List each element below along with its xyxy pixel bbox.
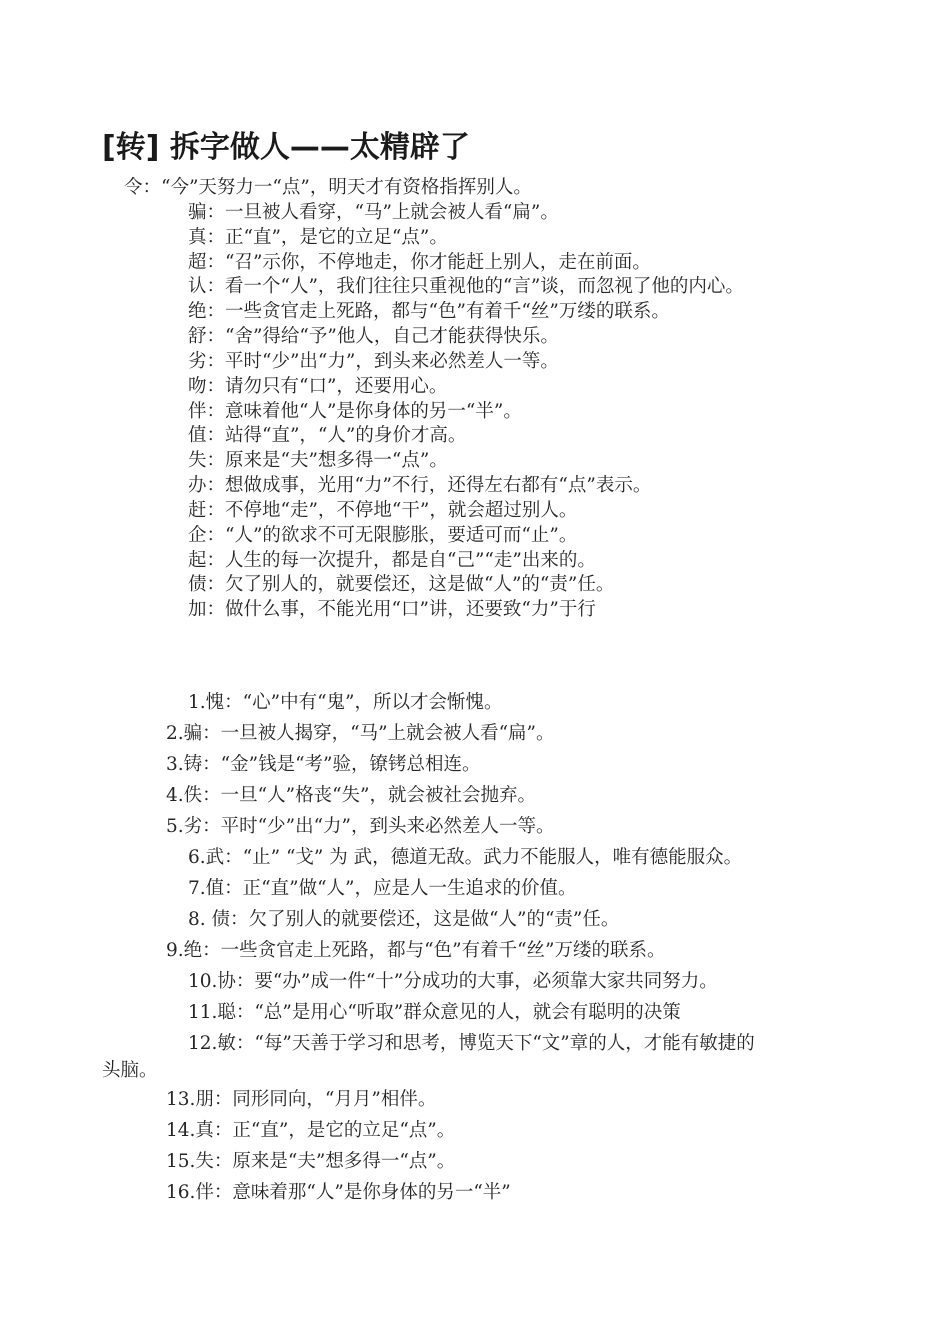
section1-line-ren: 认：看一个“人”，我们往往只重视他的“言”谈，而忽视了他的内心。: [188, 276, 744, 297]
section1-line-wen: 吻：请勿只有“口”，还要用心。: [188, 376, 448, 397]
section2-item-1: 1.愧：“心”中有“鬼”，所以才会惭愧。: [188, 692, 503, 713]
section2-item-3: 3.铸：“金”钱是“考”验，镣铐总相连。: [166, 754, 481, 775]
section1-line-pian: 骗：一旦被人看穿，“马”上就会被人看“扁”。: [188, 202, 559, 223]
section2-item-8: 8. 债：欠了别人的就要偿还，这是做“人”的“责”任。: [188, 909, 620, 930]
page-title: [转] 拆字做人——太精辟了: [102, 130, 470, 165]
section2-item-7: 7.值：正“直”做“人”，应是人一生追求的价值。: [188, 878, 577, 899]
section1-line-ban: 伴：意味着他“人”是你身体的另一“半”。: [188, 401, 522, 422]
section1-line-qi-enterprise: 企：“人”的欲求不可无限膨胀，要适可而“止”。: [188, 525, 578, 546]
section1-line-lie: 劣：平时“少”出“力”，到头来必然差人一等。: [188, 351, 559, 372]
section2-item-9: 9.绝：一些贪官走上死路，都与“色”有着千“丝”万缕的联系。: [166, 940, 666, 961]
section2-item-4: 4.佚：一旦“人”格丧“失”，就会被社会抛弃。: [166, 785, 536, 806]
section2-item-16: 16.伴：意味着那“人”是你身体的另一“半”: [166, 1182, 511, 1203]
section2-item-5: 5.劣：平时“少”出“力”，到头来必然差人一等。: [166, 816, 555, 837]
section2-item-14: 14.真：正“直”，是它的立足“点”。: [166, 1120, 456, 1141]
section2-item-11: 11.聪：“总”是用心“听取”群众意见的人，就会有聪明的决策: [188, 1002, 681, 1023]
section1-line-qi-rise: 起：人生的每一次提升，都是自“己”“走”出来的。: [188, 550, 596, 571]
section2-item-13: 13.朋：同形同向，“月月”相伴。: [166, 1089, 437, 1110]
section2-item-12: 12.敏：“每”天善于学习和思考，博览天下“文”章的人，才能有敏捷的: [188, 1033, 755, 1054]
section1-line-ban-do: 办：想做成事，光用“力”不行，还得左右都有“点”表示。: [188, 475, 652, 496]
section2-item-6: 6.武：“止” “戈” 为 武，德道无敌。武力不能服人，唯有德能服众。: [188, 847, 743, 868]
section1-line-shi: 失：原来是“夫”想多得一“点”。: [188, 450, 448, 471]
section1-line-zhai: 债：欠了别人的，就要偿还，这是做“人”的“责”任。: [188, 574, 615, 595]
section1-line-jue: 绝：一些贪官走上死路，都与“色”有着千“丝”万缕的联系。: [188, 301, 670, 322]
section2-item-10: 10.协：要“办”成一件“十”分成功的大事，必须靠大家共同努力。: [188, 971, 718, 992]
section2-item-15: 15.失：原来是“夫”想多得一“点”。: [166, 1151, 456, 1172]
section1-line-ling: 令：“今”天努力一“点”，明天才有资格指挥别人。: [124, 177, 532, 198]
section1-line-chao: 超：“召”示你，不停地走，你才能赶上别人，走在前面。: [188, 252, 651, 273]
section2-item-2: 2.骗：一旦被人揭穿，“马”上就会被人看“扁”。: [166, 723, 555, 744]
section1-line-zhen: 真：正“直”，是它的立足“点”。: [188, 227, 448, 248]
section1-line-shu: 舒：“舍”得给“予”他人，自己才能获得快乐。: [188, 326, 559, 347]
section1-line-zhi: 值：站得“直”，“人”的身价才高。: [188, 425, 467, 446]
section1-line-jia: 加：做什么事，不能光用“口”讲，还要致“力”于行: [188, 599, 596, 620]
section1-line-gan: 赶：不停地“走”，不停地“干”，就会超过别人。: [188, 500, 578, 521]
section2-item-12-continued: 头脑。: [102, 1060, 158, 1081]
